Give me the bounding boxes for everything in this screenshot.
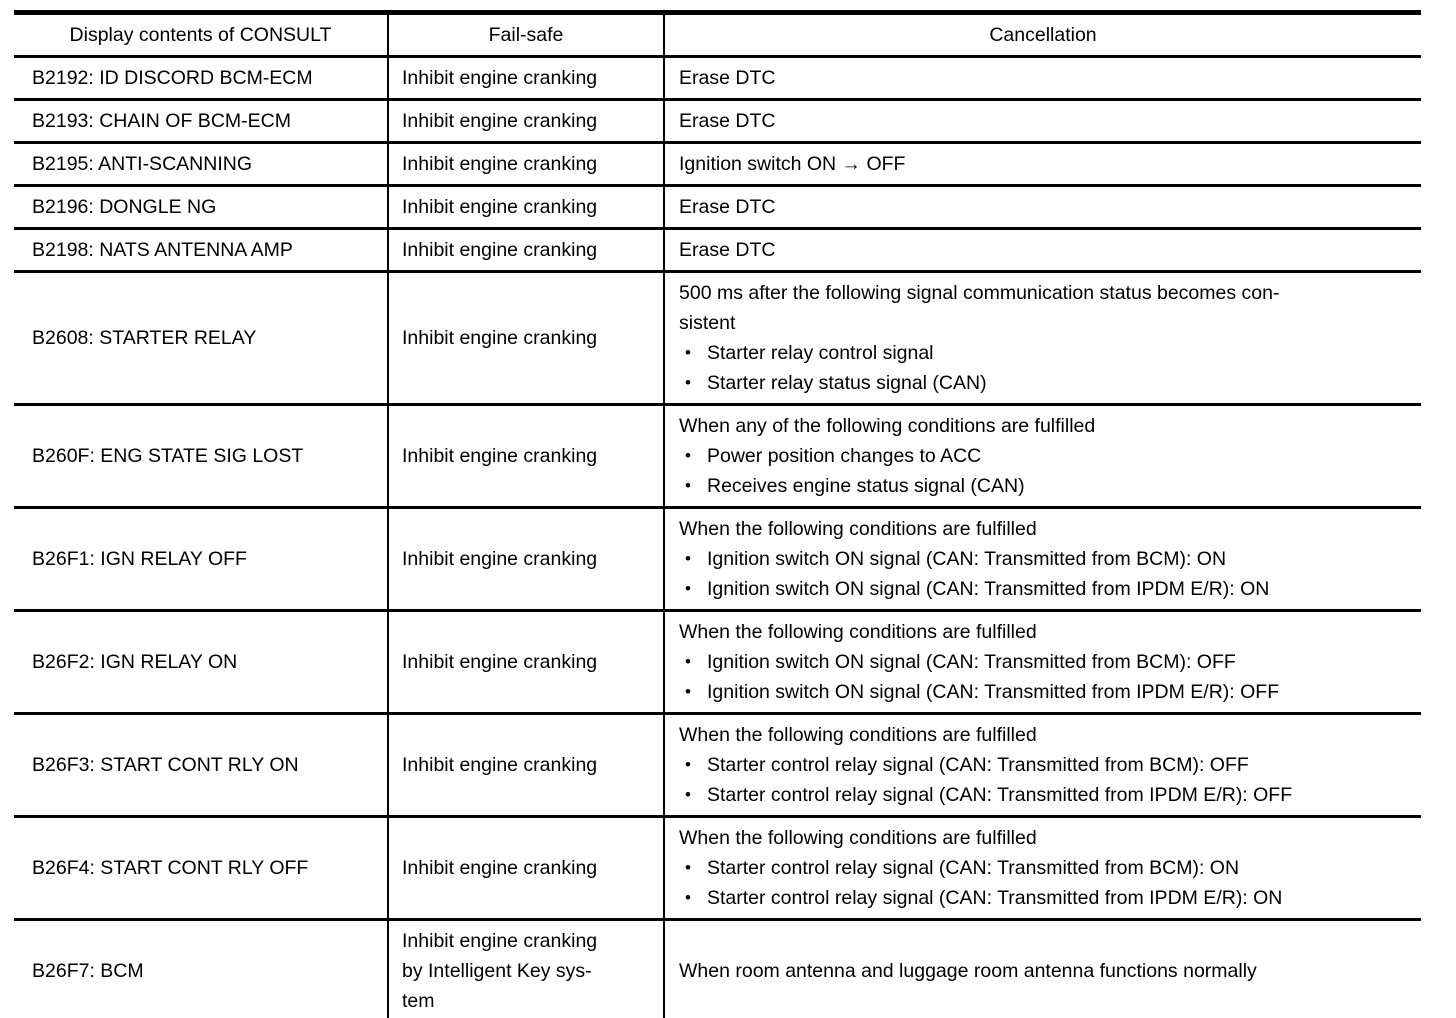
failsafe-line: Inhibit engine cranking xyxy=(402,327,598,349)
cancellation-bullet-line xyxy=(679,677,1411,707)
failsafe-line: Inhibit engine cranking xyxy=(402,651,598,673)
cancellation-line: When the following conditions are fulfilled xyxy=(679,621,1037,643)
cancellation-bullet-line xyxy=(679,441,1411,471)
failsafe-line: Inhibit engine cranking xyxy=(402,857,598,879)
bullet-icon: • xyxy=(685,652,691,671)
bullet-text: Ignition switch ON signal (CAN: Transmitted from IPDM E/R): OFF xyxy=(707,681,1280,703)
cancellation-cell xyxy=(664,143,1421,186)
cancellation-line: Erase DTC xyxy=(679,196,776,218)
cancellation-bullet-line xyxy=(679,883,1411,913)
cancellation-line: Erase DTC xyxy=(679,239,776,261)
table-row xyxy=(14,611,1421,714)
consult-cell: B26F2: IGN RELAY ON xyxy=(14,611,388,714)
failsafe-cell xyxy=(388,186,664,229)
cancellation-cell xyxy=(664,229,1421,272)
bullet-icon: • xyxy=(685,579,691,598)
cancellation-cell xyxy=(664,186,1421,229)
failsafe-cell xyxy=(388,405,664,508)
table-row xyxy=(14,405,1421,508)
cancellation-line: Erase DTC xyxy=(679,67,776,89)
cancellation-bullet-line xyxy=(679,544,1411,574)
cancellation-cell xyxy=(664,920,1421,1018)
cancellation-line: sistent xyxy=(679,312,736,334)
failsafe-line: Inhibit engine cranking xyxy=(402,548,598,570)
bullet-icon: • xyxy=(685,682,691,701)
consult-cell: B260F: ENG STATE SIG LOST xyxy=(14,405,388,508)
cancellation-cell xyxy=(664,817,1421,920)
cancellation-line: 500 ms after the following signal communication status becomes con- xyxy=(679,282,1280,304)
cancellation-cell xyxy=(664,714,1421,817)
header-display-contents-of-consult: Display contents of CONSULT xyxy=(69,24,332,46)
bullet-text: Starter control relay signal (CAN: Transmitted from IPDM E/R): OFF xyxy=(707,784,1293,806)
cancellation-line: Erase DTC xyxy=(679,110,776,132)
bullet-text: Receives engine status signal (CAN) xyxy=(707,475,1025,497)
bullet-icon: • xyxy=(685,755,691,774)
bullet-text: Starter relay status signal (CAN) xyxy=(707,372,987,394)
failsafe-cell xyxy=(388,229,664,272)
bullet-icon: • xyxy=(685,373,691,392)
bullet-icon: • xyxy=(685,446,691,465)
failsafe-cell xyxy=(388,143,664,186)
table-row xyxy=(14,920,1421,1018)
dtc-fail-safe-table xyxy=(14,10,1421,1018)
failsafe-cell xyxy=(388,611,664,714)
cancellation-cell xyxy=(664,272,1421,405)
bullet-text: Ignition switch ON signal (CAN: Transmitted from BCM): ON xyxy=(707,548,1227,570)
consult-cell: B2193: CHAIN OF BCM-ECM xyxy=(14,100,388,143)
cancellation-line: When the following conditions are fulfilled xyxy=(679,827,1037,849)
cancellation-cell xyxy=(664,508,1421,611)
consult-cell: B2192: ID DISCORD BCM-ECM xyxy=(14,57,388,100)
consult-cell: B26F4: START CONT RLY OFF xyxy=(14,817,388,920)
table-row xyxy=(14,100,1421,143)
cancellation-line: Ignition switch ON → OFF xyxy=(679,153,906,175)
failsafe-cell xyxy=(388,272,664,405)
consult-cell: B2608: STARTER RELAY xyxy=(14,272,388,405)
failsafe-line: Inhibit engine cranking xyxy=(402,196,598,218)
table-row xyxy=(14,186,1421,229)
cancellation-bullet-line xyxy=(679,780,1411,810)
cancellation-bullet-line xyxy=(679,750,1411,780)
failsafe-line: Inhibit engine cranking xyxy=(402,110,598,132)
bullet-text: Starter control relay signal (CAN: Transmitted from BCM): OFF xyxy=(707,754,1249,776)
bullet-text: Starter control relay signal (CAN: Transmitted from BCM): ON xyxy=(707,857,1240,879)
consult-cell: B2198: NATS ANTENNA AMP xyxy=(14,229,388,272)
failsafe-cell xyxy=(388,920,664,1018)
bullet-icon: • xyxy=(685,343,691,362)
cancellation-bullet-line xyxy=(679,853,1411,883)
table-header-row xyxy=(14,13,1421,57)
bullet-text: Starter control relay signal (CAN: Transmitted from IPDM E/R): ON xyxy=(707,887,1283,909)
bullet-icon: • xyxy=(685,476,691,495)
consult-cell: B26F3: START CONT RLY ON xyxy=(14,714,388,817)
table-row xyxy=(14,229,1421,272)
table-row xyxy=(14,143,1421,186)
cancellation-bullet-line xyxy=(679,574,1411,604)
failsafe-cell xyxy=(388,100,664,143)
table-row xyxy=(14,57,1421,100)
cancellation-cell xyxy=(664,405,1421,508)
bullet-icon: • xyxy=(685,785,691,804)
failsafe-line: Inhibit engine cranking xyxy=(402,239,598,261)
consult-cell: B2196: DONGLE NG xyxy=(14,186,388,229)
failsafe-cell xyxy=(388,57,664,100)
failsafe-cell xyxy=(388,508,664,611)
failsafe-line: Inhibit engine cranking xyxy=(402,445,598,467)
cancellation-line: When the following conditions are fulfilled xyxy=(679,518,1037,540)
consult-cell: B2195: ANTI-SCANNING xyxy=(14,143,388,186)
header-cancellation: Cancellation xyxy=(664,13,1421,57)
failsafe-line: by Intelligent Key sys- xyxy=(402,960,592,982)
bullet-text: Ignition switch ON signal (CAN: Transmitted from BCM): OFF xyxy=(707,651,1236,673)
cancellation-bullet-line xyxy=(679,647,1411,677)
bullet-text: Starter relay control signal xyxy=(707,342,934,364)
cancellation-line: When room antenna and luggage room antenna functions normally xyxy=(679,960,1257,982)
cancellation-line: When any of the following conditions are fulfilled xyxy=(679,415,1096,437)
bullet-icon: • xyxy=(685,549,691,568)
failsafe-line: tem xyxy=(402,990,435,1012)
failsafe-line: Inhibit engine cranking xyxy=(402,67,598,89)
table-body xyxy=(14,57,1421,1018)
consult-cell: B26F1: IGN RELAY OFF xyxy=(14,508,388,611)
cancellation-bullet-line xyxy=(679,368,1411,398)
failsafe-line: Inhibit engine cranking xyxy=(402,153,598,175)
failsafe-line: Inhibit engine cranking xyxy=(402,754,598,776)
failsafe-line: Inhibit engine cranking xyxy=(402,930,598,952)
cancellation-bullet-line xyxy=(679,471,1411,501)
table-row xyxy=(14,272,1421,405)
table-row xyxy=(14,714,1421,817)
failsafe-cell xyxy=(388,817,664,920)
cancellation-cell xyxy=(664,611,1421,714)
cancellation-bullet-line xyxy=(679,338,1411,368)
cancellation-cell xyxy=(664,100,1421,143)
bullet-text: Ignition switch ON signal (CAN: Transmitted from IPDM E/R): ON xyxy=(707,578,1270,600)
bullet-icon: • xyxy=(685,858,691,877)
bullet-icon: • xyxy=(685,888,691,907)
cancellation-cell xyxy=(664,57,1421,100)
header-fail-safe: Fail-safe xyxy=(388,13,664,57)
cancellation-line: When the following conditions are fulfilled xyxy=(679,724,1037,746)
failsafe-cell xyxy=(388,714,664,817)
table-row xyxy=(14,508,1421,611)
consult-cell: B26F7: BCM xyxy=(14,920,388,1018)
table-row xyxy=(14,817,1421,920)
bullet-text: Power position changes to ACC xyxy=(707,445,982,467)
